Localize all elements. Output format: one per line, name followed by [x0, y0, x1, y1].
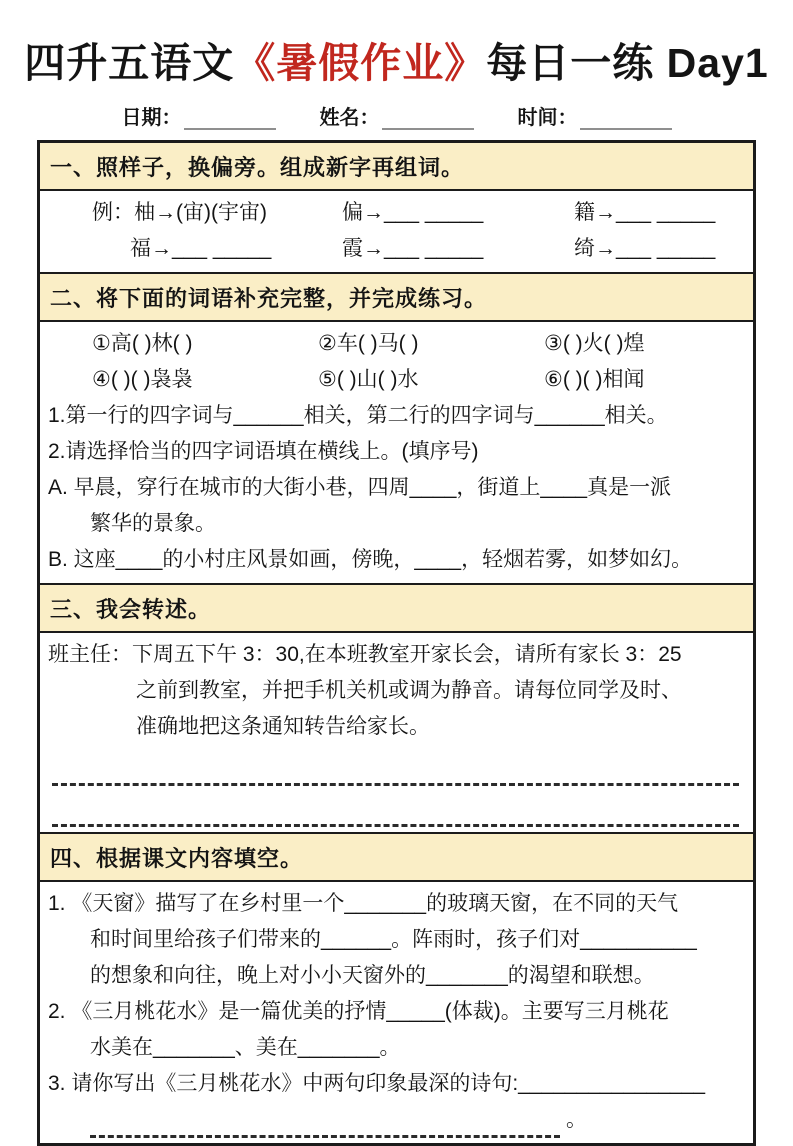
section-4 [40, 832, 753, 1143]
question-line: 1.第一行的四字词与______相关，第二行的四字词与______相关。 [48, 404, 668, 427]
section-4-heading: 四、根据课文内容填空。 [40, 832, 753, 882]
example-row [48, 195, 743, 231]
time-blank-line [580, 106, 672, 130]
section-1-content [40, 191, 753, 272]
section-3 [40, 583, 753, 832]
fill-blank-line: 3. 请你写出《三月桃花水》中两句印象最深的诗句:________________ [48, 1072, 706, 1095]
section-3-heading: 三、我会转述。 [40, 583, 753, 633]
notice-line: 班主任：下周五下午 3：30,在本班教室开家长会，请所有家长 3：25 [48, 643, 682, 666]
time-field [518, 101, 672, 130]
name-blank-line [382, 106, 474, 130]
section-3-content [40, 633, 753, 832]
page-title [0, 0, 793, 89]
idiom-item: ④( )( )袅袅 [92, 368, 193, 391]
title-part-2: 每日一练 Day1 [486, 40, 769, 86]
title-part-1: 四升五语文 [24, 40, 235, 86]
section-1-heading: 一、照样子，换偏旁。组成新字再组词。 [40, 143, 753, 191]
fill-blank-line: 2. 《三月桃花水》是一篇优美的抒情_____(体裁)。主要写三月桃花 [48, 1000, 669, 1023]
fill-blank-line-continuation: 和时间里给孩子们带来的______。阵雨时，孩子们对__________ [90, 928, 697, 951]
word-item: 偏→___ _____ [342, 201, 484, 224]
word-item: 霞→___ _____ [342, 237, 484, 260]
answer-line [52, 792, 739, 827]
time-label: 时间： [517, 107, 578, 129]
word-item: 福→___ _____ [130, 237, 272, 260]
title-highlight: 《暑假作业》 [234, 40, 487, 86]
word-item: 绮→___ _____ [574, 237, 716, 260]
idiom-item: ③( )火( )煌 [544, 332, 645, 355]
word-item: 例：柚→(宙)(宇宙) [92, 201, 267, 224]
section-2-heading: 二、将下面的词语补充完整，并完成练习。 [40, 272, 753, 322]
name-field [320, 101, 474, 130]
idiom-item: ⑤( )山( )水 [318, 368, 419, 391]
notice-line-continuation: 之前到教室，并把手机关机或调为静音。请每位同学及时、 [136, 679, 682, 702]
fill-blank-line: 1. 《天窗》描写了在乡村里一个_______的玻璃天窗，在不同的天气 [48, 892, 679, 915]
fill-blank-line-continuation: 的想象和向往，晚上对小小天窗外的_______的渴望和联想。 [90, 964, 655, 987]
question-line: A. 早晨，穿行在城市的大街小巷，四周____，街道上____真是一派 [48, 476, 672, 499]
section-2 [40, 272, 753, 583]
worksheet-box [37, 140, 756, 1146]
section-2-content [40, 322, 753, 583]
final-period: 。 [566, 1108, 587, 1131]
idiom-item: ⑥( )( )相闻 [544, 368, 645, 391]
date-blank-line [184, 106, 276, 130]
idiom-item: ②车( )马( ) [318, 332, 419, 355]
info-row [0, 101, 793, 130]
fill-blank-line-continuation: 水美在_______、美在_______。 [90, 1036, 401, 1059]
idiom-row [48, 362, 743, 398]
notice-line-continuation: 准确地把这条通知转告给家长。 [136, 715, 430, 738]
answer-line [52, 751, 739, 786]
name-label: 姓名： [319, 107, 380, 129]
section-1 [40, 143, 753, 272]
answer-dash-line [90, 1107, 560, 1138]
final-answer-line [48, 1102, 743, 1138]
section-4-content [40, 882, 753, 1143]
date-field [122, 101, 276, 130]
idiom-item: ①高( )林( ) [92, 332, 193, 355]
exercise-row [48, 231, 743, 267]
question-line: B. 这座____的小村庄风景如画，傍晚，____，轻烟若雾，如梦如幻。 [48, 548, 693, 571]
idiom-row [48, 326, 743, 362]
question-line: 2.请选择恰当的四字词语填在横线上。(填序号) [48, 440, 479, 463]
word-item: 籍→___ _____ [574, 201, 716, 224]
question-line-continuation: 繁华的景象。 [90, 512, 216, 535]
date-label: 日期： [121, 107, 182, 129]
